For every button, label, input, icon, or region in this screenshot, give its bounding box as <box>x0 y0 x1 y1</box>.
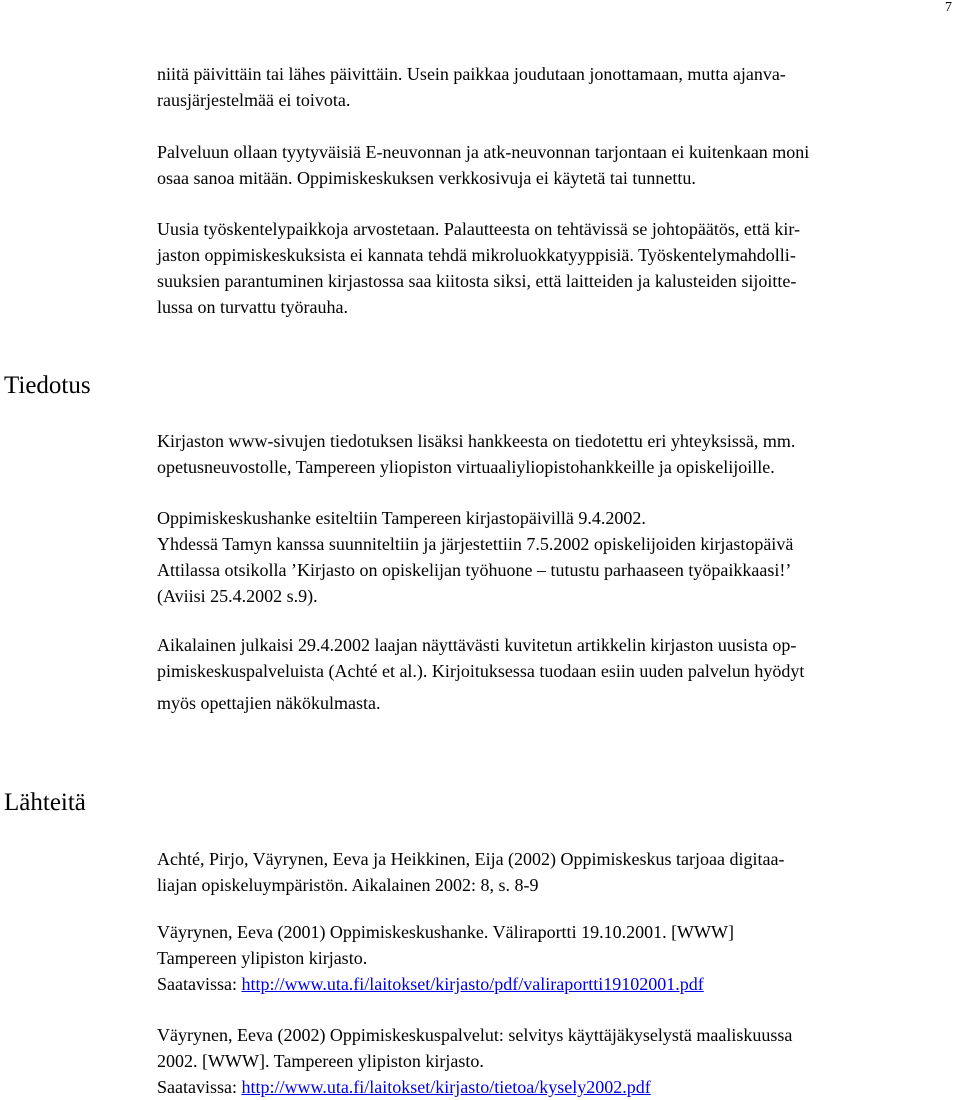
paragraph-announcement <box>157 428 932 480</box>
text-line: (Aviisi 25.4.2002 s.9). <box>157 586 318 606</box>
text-line: 2002. [WWW]. Tampereen ylipiston kirjasto. <box>157 1051 484 1071</box>
reference-url-line <box>157 1074 932 1100</box>
text-line: Achté, Pirjo, Väyrynen, Eeva ja Heikkinen, Eija (2002) Oppimiskeskus tarjoaa digitaa- <box>157 849 785 869</box>
text-line: Väyrynen, Eeva (2001) Oppimiskeskushanke. Väliraportti 19.10.2001. [WWW] <box>157 922 735 942</box>
paragraph-workspaces <box>157 216 932 320</box>
text-line: opetusneuvostolle, Tampereen yliopiston virtuaaliyliopistohankkeille ja opiskelijoille. <box>157 457 775 477</box>
text-line: lussa on turvattu työrauha. <box>157 297 348 317</box>
section-heading-lahteita: Lähteitä <box>4 789 86 816</box>
text-line: jaston oppimiskeskuksista ei kannata tehdä mikroluokkatyyppisiä. Työskentelymahdolli- <box>157 245 796 265</box>
text-line: Aikalainen julkaisi 29.4.2002 laajan näyttävästi kuvitetun artikkelin kirjaston uusista op- <box>157 635 797 655</box>
text-line: osaa sanoa mitään. Oppimiskeskuksen verkkosivuja ei käytetä tai tunnettu. <box>157 168 696 188</box>
paragraph-satisfaction <box>157 139 932 191</box>
text-line: niitä päivittäin tai lähes päivittäin. Usein paikkaa joudutaan jonottamaan, mutta ajanva- <box>157 64 786 84</box>
text-line: liajan opiskeluympäristön. Aikalainen 2002: 8, s. 8-9 <box>157 875 539 895</box>
reference-item <box>157 919 932 997</box>
text-line: Palveluun ollaan tyytyväisiä E-neuvonnan ja atk-neuvonnan tarjontaan ei kuitenkaan moni <box>157 142 810 162</box>
text-line: Oppimiskeskushanke esiteltiin Tampereen kirjastopäivillä 9.4.2002. <box>157 508 646 528</box>
text-line: Väyrynen, Eeva (2002) Oppimiskeskuspalvelut: selvitys käyttäjäkyselystä maaliskuussa <box>157 1025 793 1045</box>
reference-item <box>157 846 932 898</box>
text-line: Kirjaston www-sivujen tiedotuksen lisäksi hankkeesta on tiedotettu eri yhteyksissä, mm. <box>157 431 796 451</box>
text-line: Yhdessä Tamyn kanssa suunniteltiin ja järjestettiin 7.5.2002 opiskelijoiden kirjastopäivä <box>157 534 794 554</box>
reference-link[interactable]: http://www.uta.fi/laitokset/kirjasto/tietoa/kysely2002.pdf <box>241 1077 651 1097</box>
section-heading-tiedotus: Tiedotus <box>4 372 91 399</box>
paragraph-article <box>157 632 932 716</box>
reference-link[interactable]: http://www.uta.fi/laitokset/kirjasto/pdf/valiraportti19102001.pdf <box>241 974 704 994</box>
text-line: Tampereen ylipiston kirjasto. <box>157 948 368 968</box>
available-label: Saatavissa: <box>157 1077 242 1097</box>
paragraph-presentations <box>157 505 932 609</box>
text-line: Attilassa otsikolla ’Kirjasto on opiskelijan työhuone – tutustu parhaaseen työpaikkaasi!’ <box>157 560 792 580</box>
text-line: suuksien parantuminen kirjastossa saa kiitosta siksi, että laitteiden ja kalusteiden sijoitte- <box>157 271 797 291</box>
reference-url-line <box>157 971 932 997</box>
text-line: rausjärjestelmää ei toivota. <box>157 90 351 110</box>
text-line: Uusia työskentelypaikkoja arvostetaan. Palautteesta on tehtävissä se johtopäätös, että kir- <box>157 219 800 239</box>
text-line: myös opettajien näkökulmasta. <box>157 693 381 713</box>
text-line: pimiskeskuspalveluista (Achté et al.). Kirjoituksessa tuodaan esiin uuden palvelun hyödyt <box>157 661 805 681</box>
available-label: Saatavissa: <box>157 974 242 994</box>
paragraph-queue <box>157 61 932 113</box>
page-number: 7 <box>945 0 952 15</box>
reference-item <box>157 1022 932 1100</box>
